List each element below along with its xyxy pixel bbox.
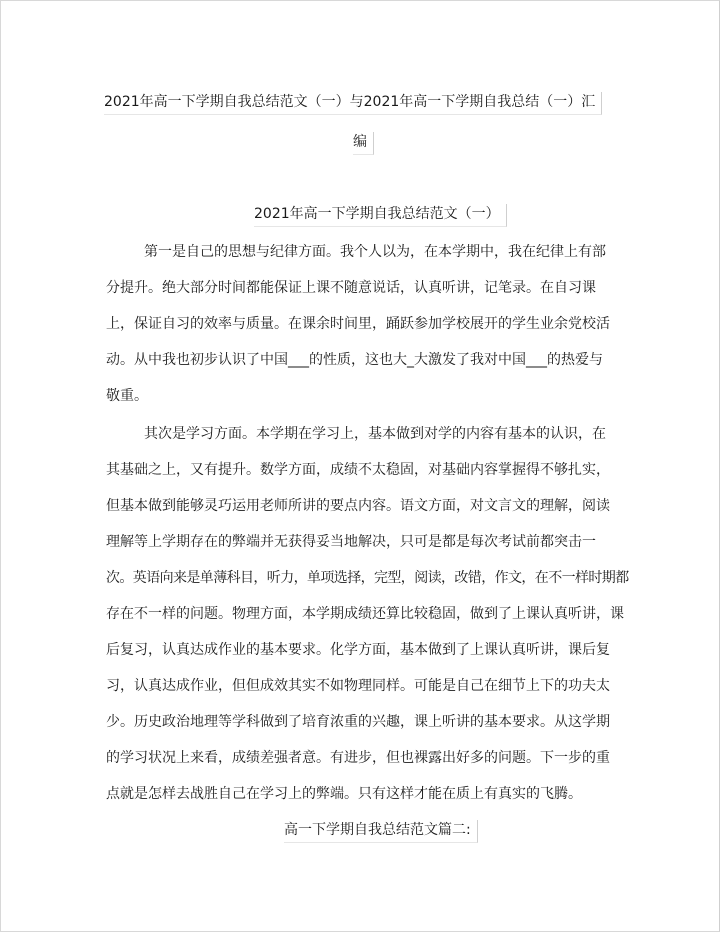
document-title-line-2: 编 <box>353 132 374 155</box>
paragraph-line: 存在不一样的问题。物理方面，本学期成绩还算比较稳固，做到了上课认真听讲，课 <box>106 606 624 622</box>
paragraph-line: 但基本做到能够灵巧运用老师所讲的要点内容。语文方面，对文言文的理解，阅读 <box>106 498 610 514</box>
section-1-heading: 2021年高一下学期自我总结范文（一） <box>254 204 507 227</box>
paragraph-line: 其次是学习方面。本学期在学习上，基本做到对学的内容有基本的认识，在 <box>144 426 606 442</box>
paragraph-line: 动。从中我也初步认识了中国___的性质，这也大_大激发了我对中国___的热爱与 <box>106 352 603 368</box>
paragraph-line: 敬重。 <box>106 388 148 404</box>
paragraph-line: 少。历史政治地理等学科做到了培育浓重的兴趣，课上听讲的基本要求。从这学期 <box>106 714 610 730</box>
paragraph-line: 次。英语向来是单薄科目，听力，单项选择，完型，阅读，改错，作文，在不一样时期都 <box>106 570 629 586</box>
paragraph-line: 上，保证自习的效率与质量。在课余时间里，踊跃参加学校展开的学生业余党校活 <box>106 316 610 332</box>
paragraph-line: 分提升。绝大部分时间都能保证上课不随意说话，认真听讲，记笔录。在自习课 <box>106 280 596 296</box>
section-2-heading: 高一下学期自我总结范文篇二: <box>284 820 478 843</box>
paragraph-line: 的学习状况上来看，成绩差强者意。有进步，但也裸露出好多的问题。下一步的重 <box>106 750 610 766</box>
paragraph-line: 后复习，认真达成作业的基本要求。化学方面，基本做到了上课认真听讲，课后复 <box>106 642 610 658</box>
document-title-line-1: 2021年高一下学期自我总结范文（一）与2021年高一下学期自我总结（一）汇 <box>104 92 602 115</box>
paragraph-line: 习，认真达成作业，但但成效其实不如物理同样。可能是自己在细节上下的功夫太 <box>106 678 610 694</box>
paragraph-line: 理解等上学期存在的弊端并无获得妥当地解决，只可是都是每次考试前都突击一 <box>106 534 596 550</box>
paragraph-line: 其基础之上，又有提升。数学方面，成绩不太稳固，对基础内容掌握得不够扎实， <box>106 462 610 478</box>
paragraph-line: 点就是怎样去战胜自己在学习上的弊端。只有这样才能在质上有真实的飞腾。 <box>106 786 582 802</box>
paragraph-line: 第一是自己的思想与纪律方面。我个人以为，在本学期中，我在纪律上有部 <box>144 244 606 260</box>
